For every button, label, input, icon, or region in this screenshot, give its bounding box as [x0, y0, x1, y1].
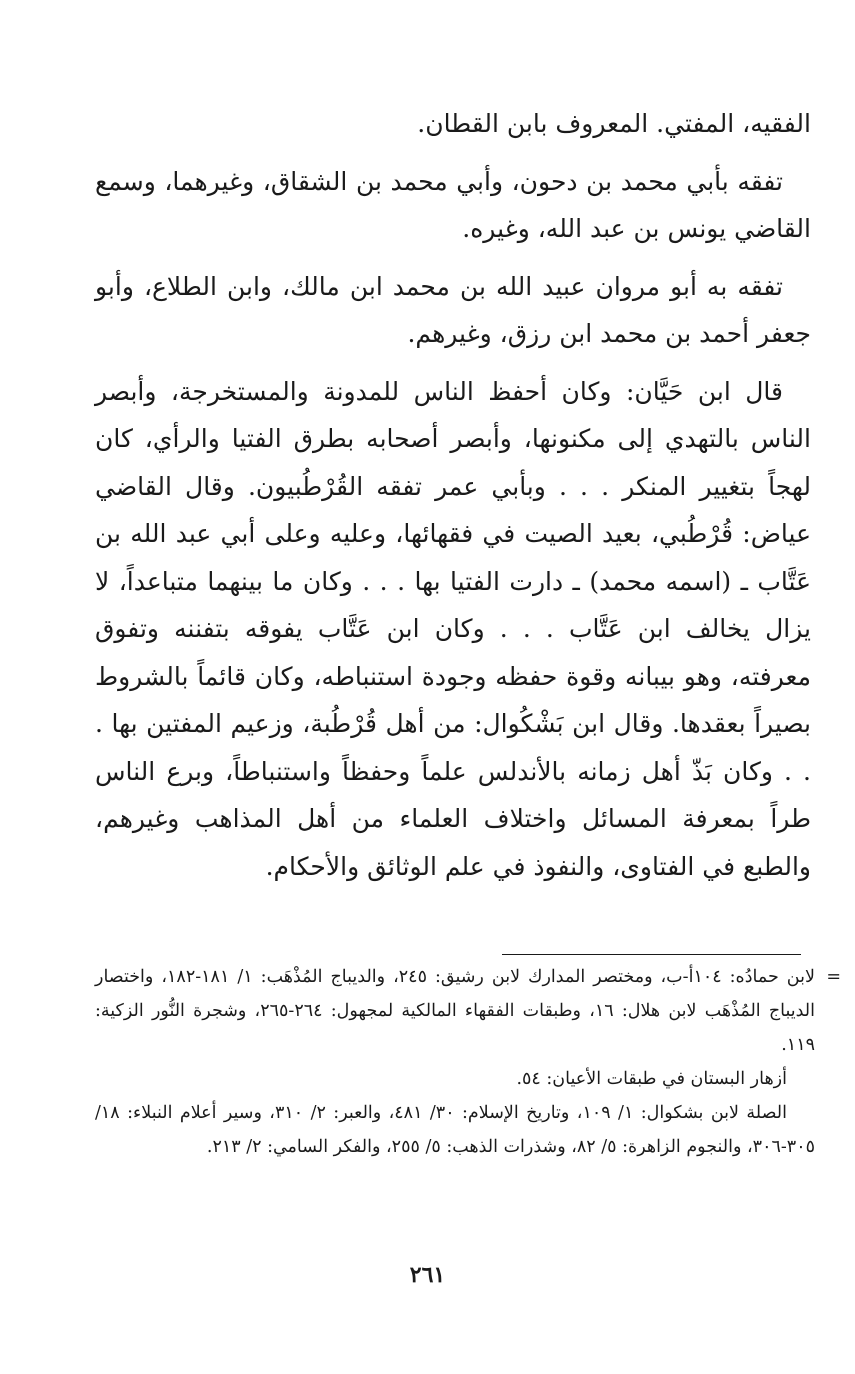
paragraph-students: تفقه به أبو مروان عبيد الله بن محمد ابن مالك، وابن الطلاع، وأبو جعفر أحمد بن محمد ابن رزق، وغيرهم.	[95, 271, 811, 348]
paragraph-title-line: الفقيه، المفتي. المعروف بابن القطان.	[417, 109, 811, 138]
footnotes-block	[95, 960, 815, 1164]
main-text-body	[95, 100, 811, 900]
footnote-continued: = لابن حمادُه: ١٠٤أ-ب، ومختصر المدارك لابن رشيق: ٢٤٥، والديباج المُذْهَب: ١/ ١٨١-١٨٢، واختصار الديباج المُذْهَب لابن هلال: ١٦، وطبقات الفقهاء المالكية لمجهول: ٢٦٤-٢٦٥، وشجرة النُّور الزكية: ١١٩.	[95, 960, 815, 1062]
page-number: ٢٦١	[409, 1262, 446, 1288]
footnote-1: أزهار البستان في طبقات الأعيان: ٥٤.	[516, 1069, 787, 1089]
footnote-separator	[502, 954, 801, 955]
footnote-2: الصلة لابن بشكوال: ١/ ١٠٩، وتاريخ الإسلام: ٣٠/ ٤٨١، والعبر: ٢/ ٣١٠، وسير أعلام النبلاء: ١٨/ ٣٠٥-٣٠٦، والنجوم الزاهرة: ٥/ ٨٢، وشذرات الذهب: ٥/ ٢٥٥، والفكر السامي: ٢/ ٢١٣.	[95, 1103, 815, 1157]
paragraph-teachers: تفقه بأبي محمد بن دحون، وأبي محمد بن الشقاق، وغيرهما، وسمع القاضي يونس بن عبد الله، وغيره.	[95, 166, 811, 243]
paragraph-praise: قال ابن حَيَّان: وكان أحفظ الناس للمدونة والمستخرجة، وأبصر الناس بالتهدي إلى مكنونها، وأبصر أصحابه بطرق الفتيا والرأي، كان لهجاً بتغيير المنكر . . . وبأبي عمر تفقه القُرْطُبيون. وقال القاضي عياض: قُرْطُبي، بعيد الصيت في فقهائها، وعليه وعلى أبي عبد الله بن عَتَّاب ـ (اسمه محمد) ـ دارت الفتيا بها . . . وكان ما بينهما متباعداً، لا يزال يخالف ابن عَتَّاب . . . وكان ابن عَتَّاب يفوقه بتفننه وتفوق معرفته، وهو بيبانه وقوة حفظه وجودة استنباطه، وكان قائماً بالشروط بصيراً بعقدها. وقال ابن بَشْكُوال: من أهل قُرْطُبة، وزعيم المفتين بها . . . وكان بَذّ أهل زمانه بالأندلس علماً وحفظاً واستنباطاً، وبرع الناس طراً بمعرفة المسائل واختلاف العلماء من أهل المذاهب وغيرهم، والطبع في الفتاوى، والنفوذ في علم الوثائق والأحكام.	[95, 376, 811, 881]
